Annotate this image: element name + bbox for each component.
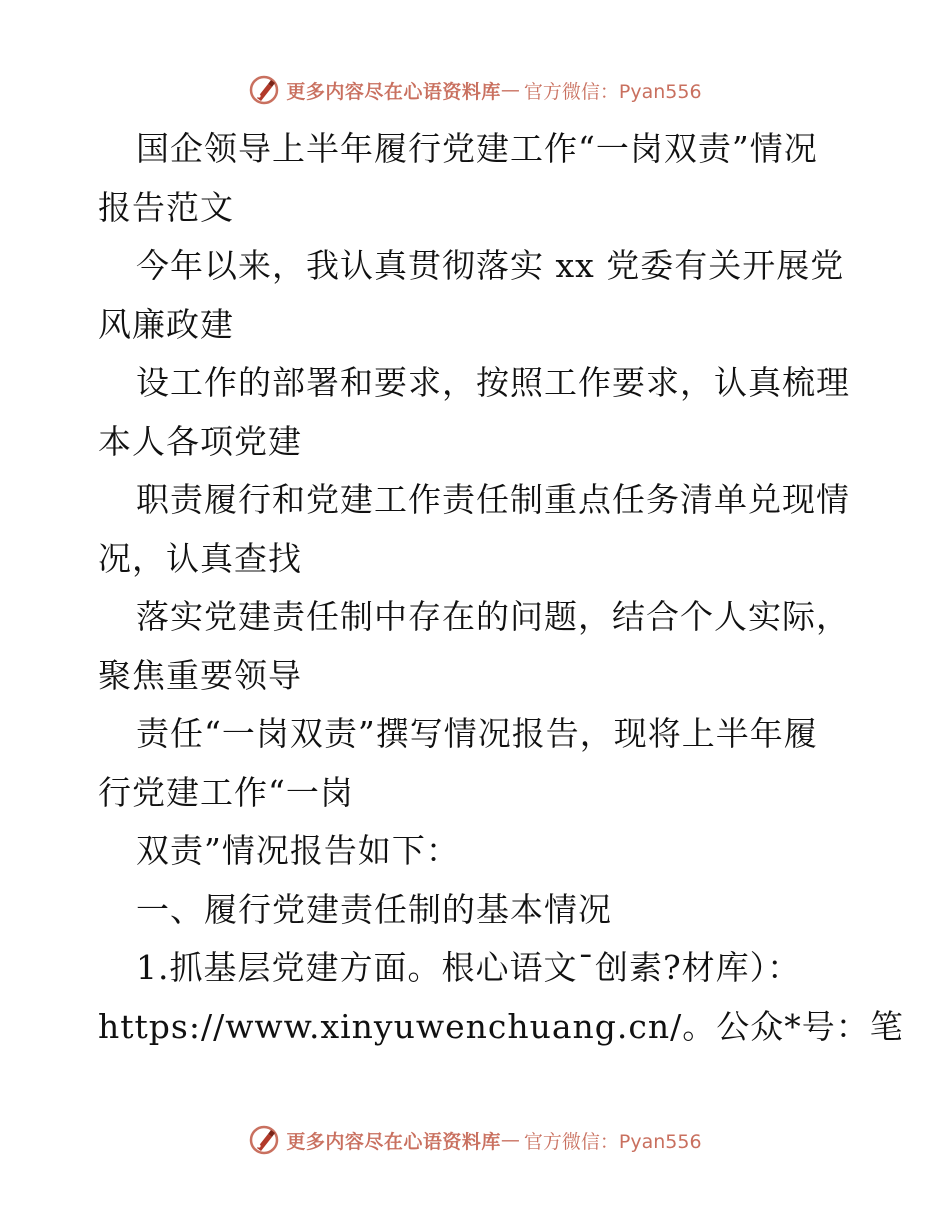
paragraph-line: 风廉政建 (98, 304, 234, 344)
paragraph-line: 聚焦重要领导 (98, 655, 302, 695)
paragraph-line: 责任“一岗双责”撰写情况报告，现将上半年履 (136, 714, 818, 753)
header-separator: — (500, 79, 520, 101)
header-site-text: 更多内容尽在心语资料库 (286, 80, 501, 103)
paragraph-line: 况，认真查找 (98, 538, 302, 578)
header-wechat-text: 官方微信：Pyan556 (523, 80, 702, 103)
header-banner (0, 70, 950, 110)
footer-banner (0, 1120, 950, 1160)
section-heading: 一、履行党建责任制的基本情况 (136, 889, 612, 929)
document-body (98, 120, 904, 1056)
paragraph-line: 1.抓基层党建方面。根心语文¯创素?材库）： (136, 948, 802, 987)
footer-site-text: 更多内容尽在心语资料库 (286, 1130, 501, 1153)
paragraph-line: 职责履行和党建工作责任制重点任务清单兑现情 (136, 480, 850, 519)
title-line-1: 国企领导上半年履行党建工作“一岗双责”情况 (136, 129, 818, 168)
paragraph-line: 行党建工作“一岗 (98, 772, 354, 812)
paragraph-line: 今年以来，我认真贯彻落实 xx 党委有关开展党 (136, 246, 845, 285)
paragraph-line: 落实党建责任制中存在的问题，结合个人实际， (136, 597, 850, 636)
title-line-2: 报告范文 (98, 187, 234, 227)
paragraph-line: 设工作的部署和要求，按照工作要求，认真梳理 (136, 363, 850, 402)
paragraph-line: 双责”情况报告如下： (136, 831, 460, 870)
footer-wechat-text: 官方微信：Pyan556 (523, 1130, 702, 1153)
pen-logo-icon (248, 74, 280, 106)
url-line: https://www.xinyuwenchuang.cn/。公众*号：笔 (98, 1006, 904, 1046)
paragraph-line: 本人各项党建 (98, 421, 302, 461)
pen-logo-icon (248, 1124, 280, 1156)
footer-separator: — (500, 1129, 520, 1151)
